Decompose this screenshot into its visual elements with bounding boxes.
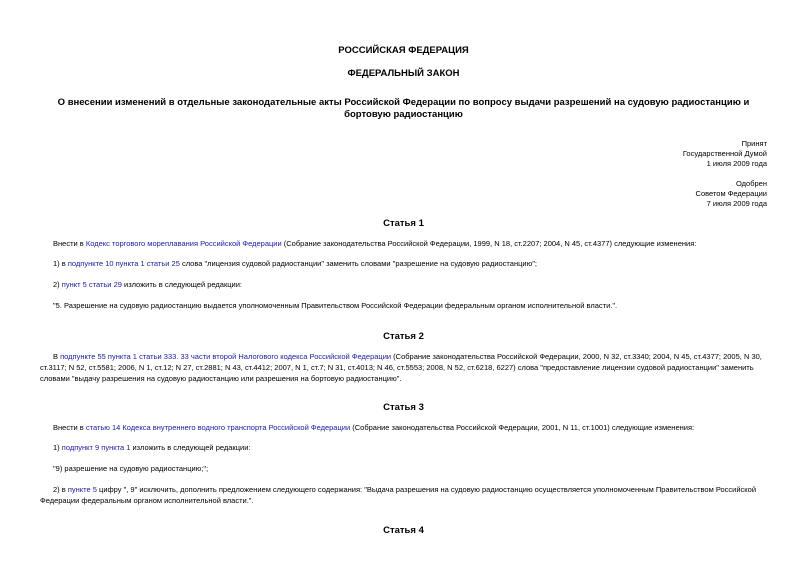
link-subparagraph-9[interactable]: подпункт 9 пункта 1 <box>61 443 131 452</box>
text-segment: изложить в следующей редакции: <box>130 443 251 452</box>
approved-date: 7 июля 2009 года <box>706 199 767 208</box>
text-segment: (Собрание законодательства Российской Федерации, 2000, N 32, ст.3340; 2004, N 45, ст.4377; 2005, N 30, ст.3117; N 52, ст.5581; 2006, N 1, ст.12; N 27, ст.2881; N 43, ст.4412; 2007, N 1, ст.7; N 31, ст.4013; N 46, ст.5553; 2008, N 52, ст.6218, 6227) слова "предоставление лицензии судовой радиостанции" заменить словами "выдачу разрешения на судовую радиостанцию или разрешения на бортовую радиостанцию". <box>40 352 762 383</box>
accepted-label: Принят <box>741 139 767 148</box>
approved-block <box>696 179 767 209</box>
approved-label: Одобрен <box>736 179 767 188</box>
link-tax-code-article-333-33[interactable]: подпункте 55 пункта 1 статьи 333. 33 части второй Налогового кодекса Российской Федерации <box>60 352 392 361</box>
accepted-by: Государственной Думой <box>682 149 767 158</box>
accepted-date: 1 июля 2009 года <box>706 159 767 168</box>
text-segment: изложить в следующей редакции: <box>121 280 242 289</box>
link-paragraph-5[interactable]: пункте 5 <box>67 485 97 494</box>
text-segment: (Собрание законодательства Российской Федерации, 2001, N 11, ст.1001) следующие изменения: <box>350 423 695 432</box>
article-3-heading: Статья 3 <box>383 402 424 413</box>
text-segment: 2) <box>53 280 62 289</box>
article-3-paragraph-4 <box>40 484 767 506</box>
article-2-heading: Статья 2 <box>383 331 424 342</box>
article-3-paragraph-2 <box>53 442 767 453</box>
country-heading: РОССИЙСКАЯ ФЕДЕРАЦИЯ <box>338 45 469 56</box>
text-segment: слова "лицензия судовой радиостанции" заменить словами "разрешение на судовую радиостанцию"; <box>179 259 537 268</box>
article-1-heading: Статья 1 <box>383 218 424 229</box>
approved-by: Советом Федерации <box>695 189 767 198</box>
article-1-paragraph-2 <box>53 258 767 269</box>
article-4-heading: Статья 4 <box>383 525 424 536</box>
article-1-paragraph-3 <box>53 279 767 290</box>
link-inland-water-transport-code[interactable]: статью 14 Кодекса внутреннего водного транспорта Российской Федерации <box>85 423 351 432</box>
article-2-paragraph-1 <box>40 351 767 384</box>
accepted-block <box>683 139 767 169</box>
text-segment: цифру ", 9" исключить, дополнить предложением следующего содержания: "Выдача разрешения на судовую радиостанцию осуществляется уполномоченным Правительством Российской Федерации федеральным органом исполнительной власти.". <box>40 485 757 505</box>
link-article-29[interactable]: пункт 5 статьи 29 <box>61 280 122 289</box>
link-merchant-shipping-code[interactable]: Кодекс торгового мореплавания Российской Федерации <box>85 239 282 248</box>
link-article-25[interactable]: подпункте 10 пункта 1 статьи 25 <box>67 259 180 268</box>
article-3-paragraph-1 <box>53 422 767 433</box>
law-title: О внесении изменений в отдельные законодательные акты Российской Федерации по вопросу выдачи разрешений на судовую радиостанцию и бортовую радиостанцию <box>57 97 750 120</box>
article-1-paragraph-1 <box>53 238 767 249</box>
text-segment: Внести в <box>53 239 86 248</box>
article-3-paragraph-3: "9) разрешение на судовую радиостанцию;"; <box>53 464 209 473</box>
text-segment: (Собрание законодательства Российской Федерации, 1999, N 18, ст.2207; 2004, N 45, ст.4377) следующие изменения: <box>281 239 697 248</box>
text-segment: 2) в <box>53 485 68 494</box>
article-1-paragraph-4: "5. Разрешение на судовую радиостанцию выдается уполномоченным Правительством Российской Федерации федеральным органом исполнительной власти.". <box>53 301 618 310</box>
text-segment: 1) в <box>53 259 68 268</box>
document-type-heading: ФЕДЕРАЛЬНЫЙ ЗАКОН <box>347 68 460 79</box>
text-segment: Внести в <box>53 423 86 432</box>
text-segment: В <box>53 352 61 361</box>
text-segment: 1) <box>53 443 62 452</box>
